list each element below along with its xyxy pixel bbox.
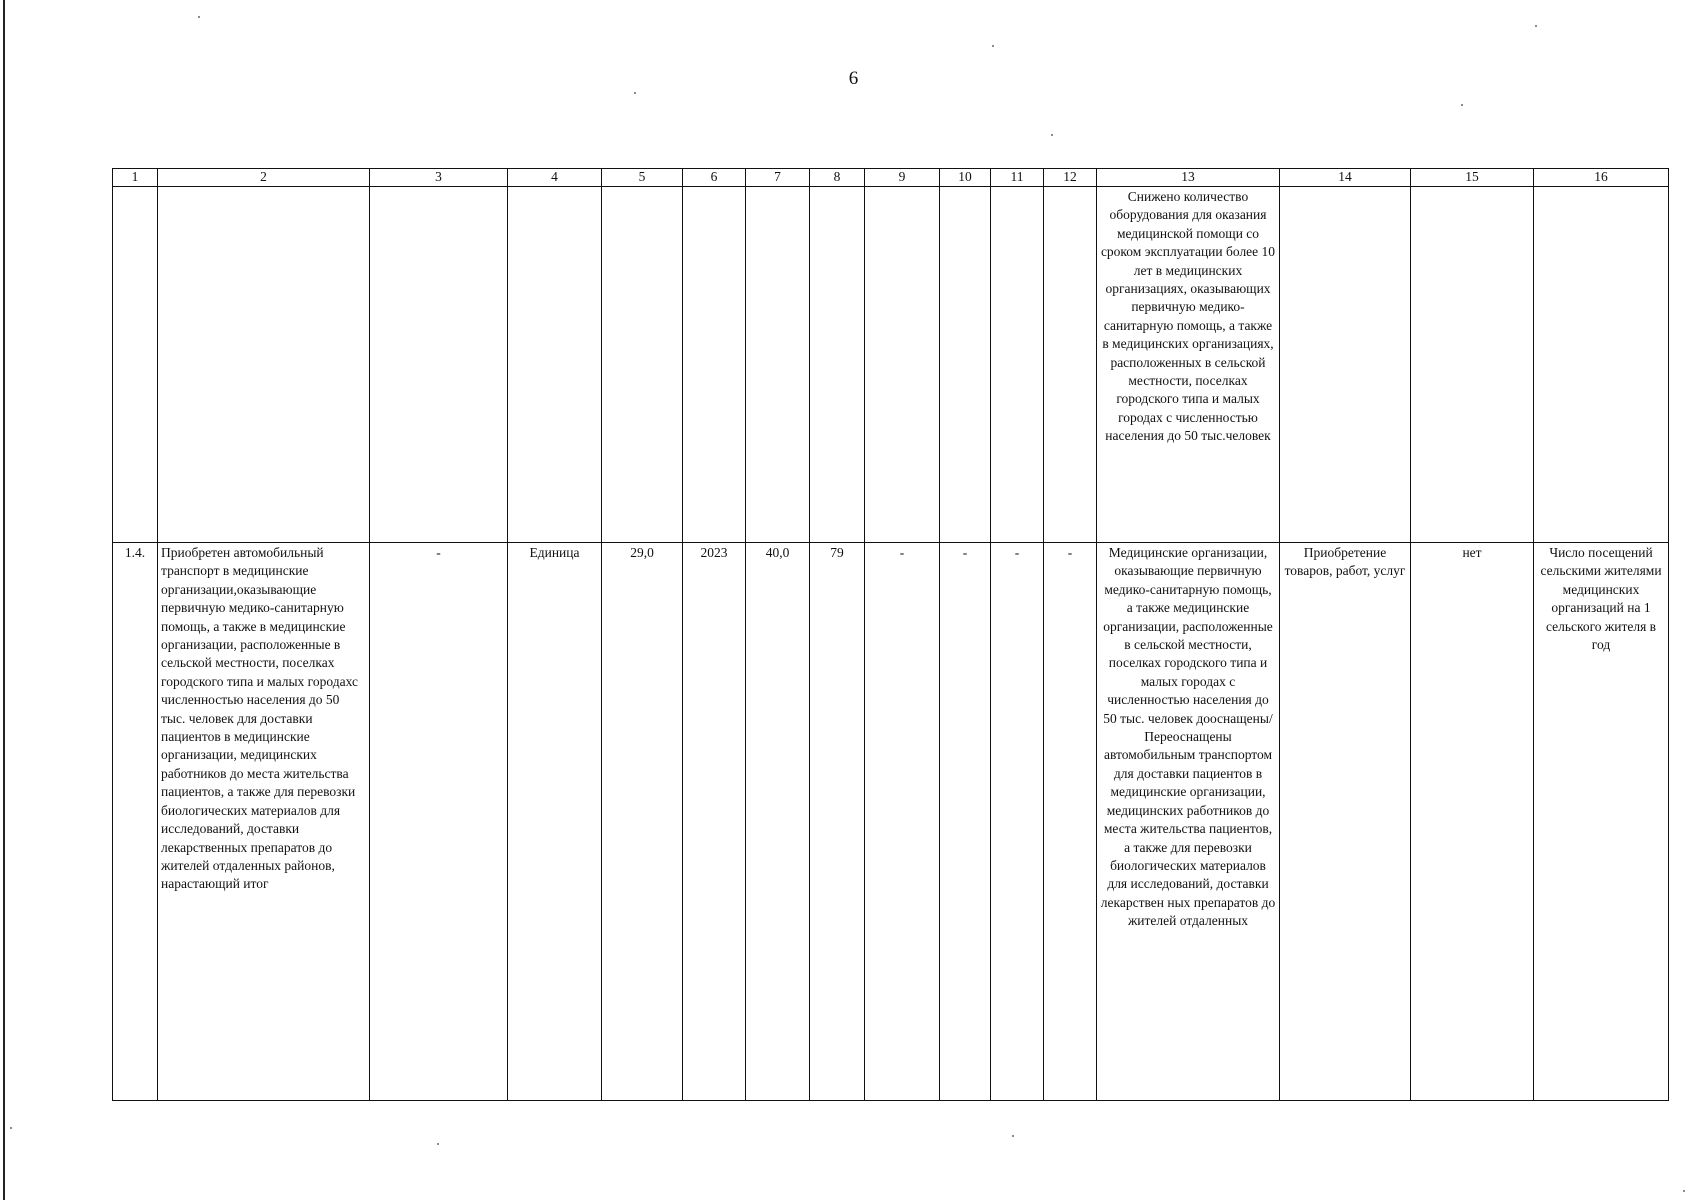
table-cell [1044, 187, 1097, 543]
scan-speck [198, 16, 200, 18]
column-header: 11 [991, 169, 1044, 187]
measures-table [112, 168, 1669, 1101]
column-number-row [113, 169, 1669, 187]
column-header: 5 [602, 169, 683, 187]
table-cell [1534, 187, 1669, 543]
table-cell [113, 187, 158, 543]
target-value-cell: 40,0 [746, 543, 810, 1101]
scan-speck [1012, 1135, 1014, 1137]
table-cell [746, 187, 810, 543]
year-cell: 2023 [683, 543, 746, 1101]
scan-speck [1535, 25, 1537, 27]
table-cell [683, 187, 746, 543]
table-cell [508, 187, 602, 543]
base-value-cell: 29,0 [602, 543, 683, 1101]
table-cell [940, 187, 991, 543]
column-header: 1 [113, 169, 158, 187]
table-cell [370, 187, 508, 543]
result-description-cell: Снижено количество оборудования для оказания медицинской помощи со сроком эксплуатации более 10 лет в медицинских организациях, оказывающих первичную медико-санитарную помощь, а также в медицинских организациях, расположенных в сельской местности, поселках городского типа и малых городах с численностью населения до 50 тыс.человек [1097, 187, 1280, 543]
page-number: 6 [848, 68, 859, 89]
table-cell [602, 187, 683, 543]
scan-speck [1683, 1190, 1685, 1192]
measure-type-cell: Приобретение товаров, работ, услуг [1280, 543, 1411, 1101]
table-cell [158, 187, 370, 543]
table-cell: - [1044, 543, 1097, 1101]
table-cell [810, 187, 865, 543]
table-row-1-4 [113, 543, 1669, 1101]
item-name-cell: Приобретен автомобильный транспорт в медицинские организации,оказывающие первичную медико-санитарную помощь, а также в медицинские организации, расположенные в сельской местности, поселках городского типа и малых городахс численностью населения до 50 тыс. человек для доставки пациентов в медицинские организации, медицинских работников до места жительства пациентов, а также для перевозки биологических материалов для исследований, доставки лекарственных препаратов до жителей отдаленных районов, нарастающий итог [158, 543, 370, 1101]
table-cell: - [940, 543, 991, 1101]
table-cell [1280, 187, 1411, 543]
item-number-cell: 1.4. [113, 543, 158, 1101]
column-header: 9 [865, 169, 940, 187]
table-cell: - [991, 543, 1044, 1101]
scan-left-edge [3, 0, 5, 1200]
column-header: 2 [158, 169, 370, 187]
column-header: 16 [1534, 169, 1669, 187]
column-header: 10 [940, 169, 991, 187]
result-description-cell: Медицинские организации, оказывающие первичную медико-санитарную помощь, а также медицинские организации, расположенные в сельской местности, поселках городского типа и малых городах с численностью населения до 50 тыс. человек дооснащены/ Переоснащены автомобильным транспортом для доставки пациентов в медицинские организации, медицинских работников до места жительства пациентов, а также для перевозки биологических материалов для исследований, доставки лекарствен ных препаратов до жителей отдаленных [1097, 543, 1280, 1101]
table-cell: нет [1411, 543, 1534, 1101]
scan-speck [10, 1127, 12, 1129]
table-cell [991, 187, 1044, 543]
column-header: 8 [810, 169, 865, 187]
continuation-row [113, 187, 1669, 543]
column-header: 12 [1044, 169, 1097, 187]
table-cell: 79 [810, 543, 865, 1101]
scan-speck [992, 45, 994, 47]
column-header: 3 [370, 169, 508, 187]
table-cell [1411, 187, 1534, 543]
indicator-cell: Число посещений сельскими жителями медицинских организаций на 1 сельского жителя в год [1534, 543, 1669, 1101]
scan-speck [1051, 134, 1053, 136]
table-cell [865, 187, 940, 543]
column-header: 13 [1097, 169, 1280, 187]
column-header: 14 [1280, 169, 1411, 187]
scan-speck [437, 1143, 439, 1145]
column-header: 4 [508, 169, 602, 187]
table-cell: - [865, 543, 940, 1101]
column-header: 7 [746, 169, 810, 187]
column-header: 15 [1411, 169, 1534, 187]
scan-speck [634, 92, 636, 94]
column-header: 6 [683, 169, 746, 187]
table-cell: - [370, 543, 508, 1101]
unit-cell: Единица [508, 543, 602, 1101]
scan-speck [1461, 104, 1463, 106]
